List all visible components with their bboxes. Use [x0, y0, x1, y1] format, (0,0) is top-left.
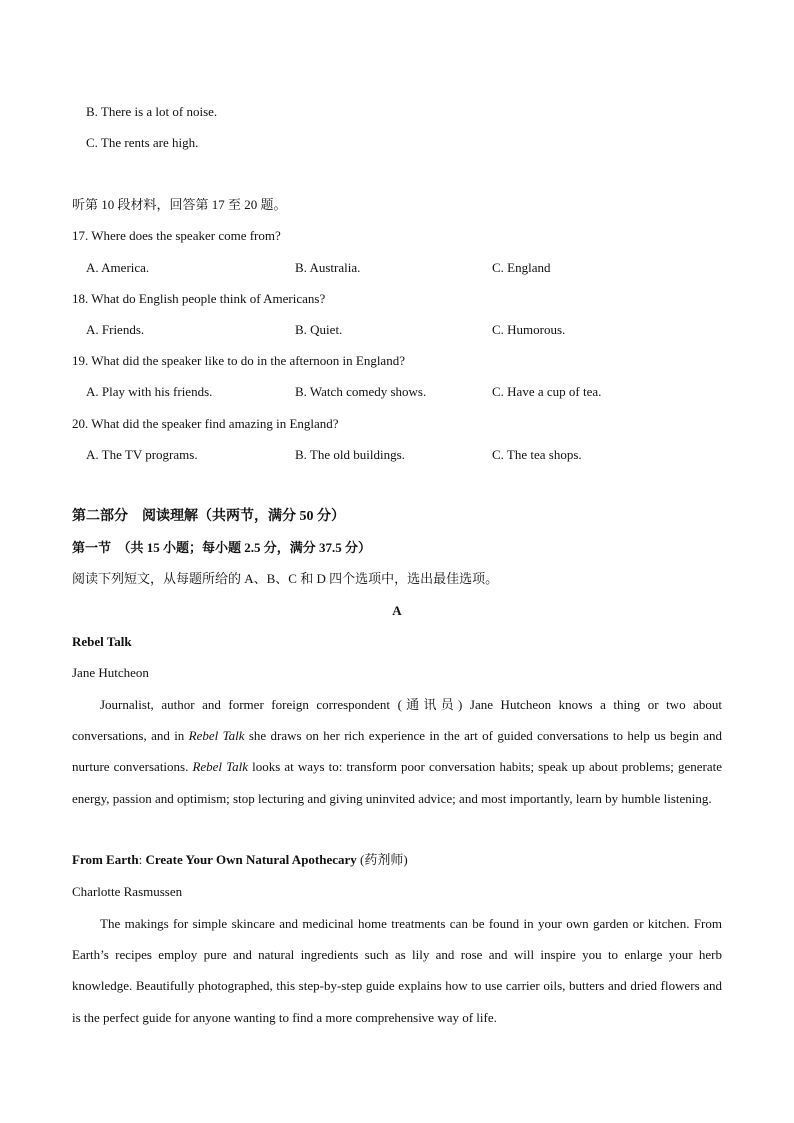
- book-two-description: [72, 908, 722, 1033]
- section-intro: 听第 10 段材料，回答第 17 至 20 题。: [72, 197, 287, 212]
- option-a: A. Friends.: [86, 322, 145, 337]
- reading-instruction: 阅读下列短文，从每题所给的 A、B、C 和 D 四个选项中，选出最佳选项。: [72, 571, 499, 586]
- book-one-description: [72, 689, 722, 814]
- desc-part-1: Journalist, author and former foreign correspondent (通讯员) Jane Hutcheon knows a thing or two about conversations, and in: [72, 697, 722, 744]
- option-c: C. England: [492, 260, 551, 275]
- desc-part-3: looks at ways to: transform poor conversation habits; speak up about problems; generate energy, passion and optimism; stop lecturing and giving uninvited advice; and most importantly, learn by humble listening.: [72, 759, 722, 806]
- book-one-title: Rebel Talk: [72, 634, 132, 649]
- section-one-title: 第一节 （共 15 小题；每小题 2.5 分，满分 37.5 分）: [72, 540, 372, 555]
- book-two-author: Charlotte Rasmussen: [72, 884, 183, 899]
- option-a: A. America.: [86, 260, 150, 275]
- passage-letter: A: [392, 603, 402, 618]
- question-20-stem: 20. What did the speaker find amazing in England?: [72, 416, 339, 431]
- book-two-title-rest: Create Your Own Natural Apothecary: [145, 852, 357, 867]
- book-two-title-note: (药剂师): [356, 852, 408, 867]
- option-b: B. The old buildings.: [295, 447, 405, 462]
- option-a: A. Play with his friends.: [86, 384, 213, 399]
- book-two-title-colon: :: [138, 852, 146, 867]
- book-two-paragraph: The makings for simple skincare and medicinal home treatments can be found in your own garden or kitchen. From Earth’s recipes employ pure and natural ingredients such as lily and rose and will inspire you to enlarge your herb knowledge. Beautifully photographed, this step-by-step guide explains how to use carrier oils, butters and dried flowers and is the perfect guide for anyone wanting to find a more comprehensive way of life.: [72, 916, 722, 1025]
- option-b: B. Australia.: [295, 260, 361, 275]
- book-two-title-main: From Earth: [72, 852, 139, 867]
- option-b: B. Quiet.: [295, 322, 343, 337]
- question-17-options: [86, 260, 726, 276]
- book-title-italic: Rebel Talk: [192, 759, 249, 775]
- option-c: C. Humorous.: [492, 322, 566, 337]
- option-c: C. The tea shops.: [492, 447, 582, 462]
- question-18-stem: 18. What do English people think of Americans?: [72, 291, 326, 306]
- q16-option-b: B. There is a lot of noise.: [86, 104, 218, 119]
- question-18-options: [86, 322, 726, 338]
- book-title-italic: Rebel Talk: [188, 728, 245, 744]
- option-c: C. Have a cup of tea.: [492, 384, 602, 399]
- book-two-title: [72, 852, 408, 868]
- part-two-title: 第二部分 阅读理解（共两节，满分 50 分）: [72, 509, 345, 524]
- option-a: A. The TV programs.: [86, 447, 198, 462]
- question-17-stem: 17. Where does the speaker come from?: [72, 228, 281, 243]
- question-19-stem: 19. What did the speaker like to do in the afternoon in England?: [72, 353, 405, 368]
- option-b: B. Watch comedy shows.: [295, 384, 427, 399]
- desc-part-2: she draws on her rich experience in the art of guided conversations to help us begin and nurture conversations.: [72, 728, 722, 775]
- question-20-options: [86, 447, 726, 463]
- question-19-options: [86, 384, 726, 400]
- q16-option-c: C. The rents are high.: [86, 135, 199, 150]
- book-one-author: Jane Hutcheon: [72, 665, 149, 680]
